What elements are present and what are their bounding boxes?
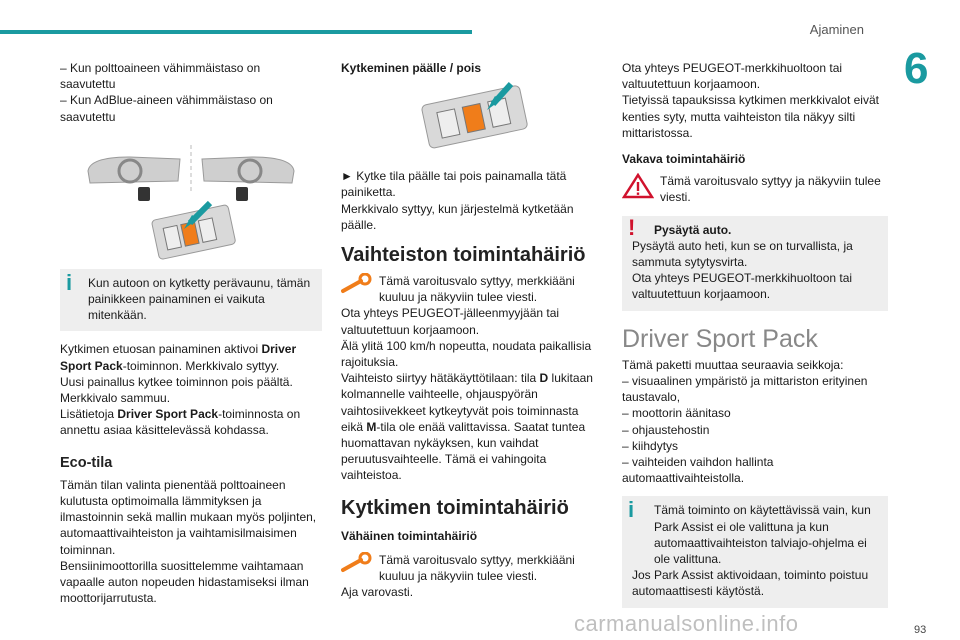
note-text: Kun autoon on kytketty perävaunu, tämän painikkeen painaminen ei vaikuta mitenkään. <box>88 275 311 323</box>
switch-heading: Kytkimen toimintahäiriö <box>341 496 569 519</box>
minor-heading: Vähäinen toimintahäiriö <box>341 528 478 543</box>
list-item: – kiihdytys <box>622 438 679 453</box>
list-item: – moottorin äänitaso <box>622 406 731 421</box>
warning-row: Tämä varoitusvalo syttyy, merkkiääni kuuluu ja näkyviin tulee viesti. <box>341 552 603 584</box>
dsp-heading: Driver Sport Pack <box>622 324 818 353</box>
page-number: 93 <box>914 624 927 636</box>
paragraph: Tämä paketti muuttaa seuraavia seikkoja: <box>622 357 844 372</box>
column-3 <box>622 60 888 608</box>
intro-line: saavutettu <box>60 109 116 124</box>
steering-wheel-illustration <box>60 131 322 261</box>
major-heading: Vakava toimintahäiriö <box>622 152 746 167</box>
paragraph: ► Kytke tila päälle tai pois painamalla tätä painiketta. <box>341 169 567 200</box>
info-icon: i <box>66 269 73 295</box>
wrench-warning-icon <box>341 273 373 295</box>
paragraph: Bensiinimoottorilla suosittelemme vaihtamaan vapaalle auton nopeuden hidastamiseksi ilman moottorijarrutusta. <box>60 558 309 606</box>
warning-row: Tämä varoitusvalo syttyy ja näkyviin tulee viesti. <box>622 173 888 205</box>
wrench-warning-icon <box>341 552 373 574</box>
paragraph: Aja varovasti. <box>341 585 414 600</box>
paragraph: Lisätietoja Driver Sport Pack-toiminnosta on annettu asiaa käsittelevässä kohdassa. <box>60 407 301 438</box>
paragraph: Kytkimen etuosan painaminen aktivoi Driver Sport Pack-toiminnon. Merkkivalo syttyy. <box>60 342 297 373</box>
section-title: Ajaminen <box>809 22 864 37</box>
intro-line: saavutettu <box>60 77 116 92</box>
header-accent-bar <box>0 30 472 34</box>
exclamation-icon: ! <box>628 214 636 240</box>
column-1 <box>60 60 322 606</box>
warning-row: Tämä varoitusvalo syttyy, merkkiääni kuuluu ja näkyviin tulee viesti. <box>341 273 603 305</box>
info-note: i Tämä toiminto on käytettävissä vain, kun Park Assist ei ole valittuna ja kun automaattivaihteiston talviajo-ohjelma ei ole valittuna. Jos Park Assist aktivoidaan, toiminto poistuu automaattisesti käytöstä. <box>622 496 888 607</box>
chapter-number: 6 <box>904 44 929 93</box>
intro-line: – Kun polttoaineen vähimmäistaso on <box>60 61 261 75</box>
info-note <box>60 269 322 332</box>
paragraph: Älä ylitä 100 km/h nopeutta, noudata paikallisia rajoituksia. <box>341 338 592 370</box>
info-icon: i <box>628 497 635 523</box>
paragraph: Ota yhteys PEUGEOT-jälleenmyyjään tai valtuutettuun korjaamoon. <box>341 306 560 337</box>
paragraph: Tämän tilan valinta pienentää polttoaineen kulutusta optimoimalla lämmityksen ja ilmastoinnin sekä mallin mukaan myös poljinten, automaattivaihteiston ja vaihtamisilmaisimen toiminnan. <box>60 477 317 557</box>
paragraph: Ota yhteys PEUGEOT-merkkihuoltoon tai valtuutettuun korjaamoon. <box>622 61 843 92</box>
list-item: – vaihteiden vaihdon hallinta automaattivaihteistolla. <box>622 455 774 486</box>
paragraph: Vaihteisto siirtyy hätäkäyttötilaan: tila D lukitaan kolmannelle vaihteelle, ohjauspyörän vaihtosiivekkeet kytkeytyvät pois toiminnasta eikä M-tila ole enää valittavissa. Saatat tuntea huomattavan nykäyksen, kun vaihdat peruutusvaihteelle. Tämä ei vahingoita vaihteistoa. <box>341 371 593 483</box>
onoff-heading: Kytkeminen päälle / pois <box>341 61 482 75</box>
paragraph: Merkkivalo syttyy, kun järjestelmä kytketään päälle. <box>341 201 574 232</box>
intro-line: – Kun AdBlue-aineen vähimmäistaso on <box>60 93 273 108</box>
eco-heading: Eco-tila <box>60 454 113 471</box>
column-2 <box>341 60 603 600</box>
triangle-warning-icon <box>622 173 654 199</box>
list-item: – visuaalinen ympäristö ja mittariston erityinen taustavalo, <box>622 374 868 405</box>
watermark: carmanualsonline.info <box>574 611 799 636</box>
paragraph: Uusi painallus kytkee toiminnon pois päältä. Merkkivalo sammuu. <box>60 374 293 406</box>
switch-illustration <box>341 80 603 158</box>
gear-heading: Vaihteiston toimintahäiriö <box>341 244 586 267</box>
stop-note: ! Pysäytä auto. Pysäytä auto heti, kun se on turvallista, ja sammuta sytytysvirta. Ota yhteys PEUGEOT-merkkihuoltoon tai valtuutettuun korjaamoon. <box>622 216 888 311</box>
list-item: – ohjaustehostin <box>622 422 710 437</box>
paragraph: Tietyissä tapauksissa kytkimen merkkivalot eivät kenties syty, mutta vaihteiston tila näkyy silti mittaristossa. <box>622 93 879 140</box>
